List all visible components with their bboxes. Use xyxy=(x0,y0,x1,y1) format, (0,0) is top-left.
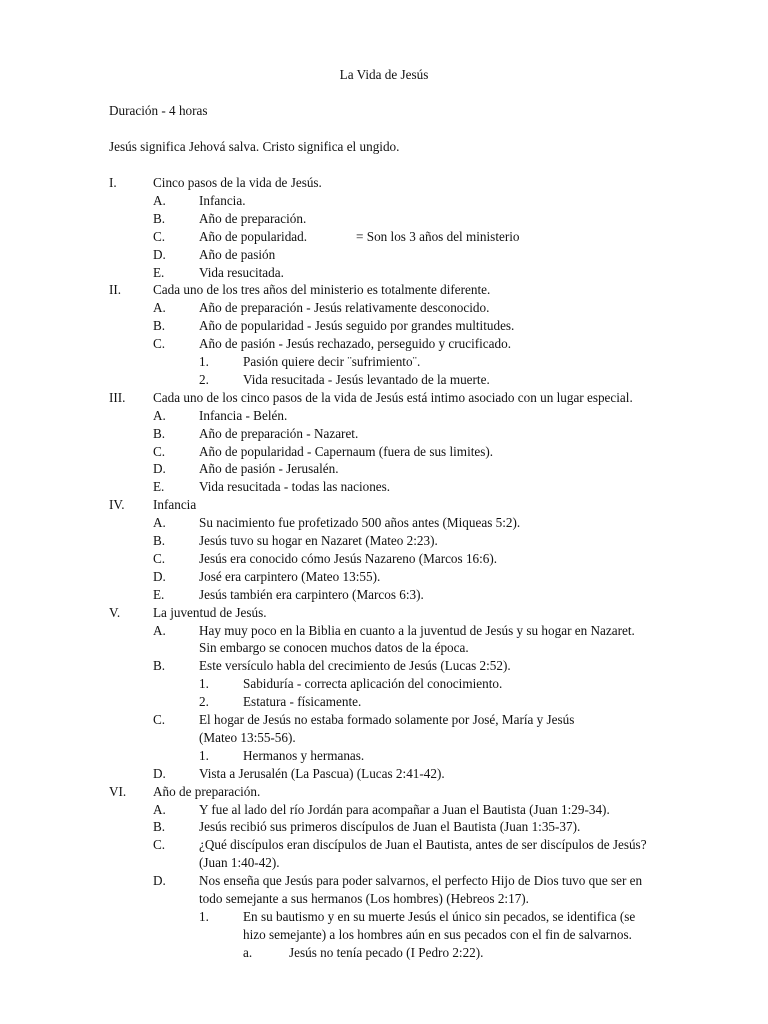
outline-text: Estatura - físicamente. xyxy=(243,694,362,710)
outline-text: Jesús tuvo su hogar en Nazaret (Mateo 2:23). xyxy=(199,533,438,548)
outline-item xyxy=(0,944,768,962)
outline-item xyxy=(0,264,768,282)
outline-text: Hermanos y hermanas. xyxy=(243,747,365,763)
outline-item xyxy=(0,747,768,765)
outline-item xyxy=(0,604,768,622)
outline-text: Año de pasión - Jerusalén. xyxy=(199,461,339,477)
outline-item xyxy=(0,801,768,819)
outline-marker: E. xyxy=(153,264,165,280)
outline-marker: C. xyxy=(153,712,166,727)
outline-text: Sabiduría - correcta aplicación del conocimiento. xyxy=(243,676,503,692)
outline-text: Vida resucitada - Jesús levantado de la muerte. xyxy=(243,371,490,387)
outline-item xyxy=(0,854,768,872)
outline-text: Jesús no tenía pecado (I Pedro 2:22). xyxy=(289,944,484,960)
outline-text: Año de popularidad. xyxy=(199,228,308,244)
outline-item xyxy=(0,890,768,908)
outline-item xyxy=(0,407,768,425)
outline-item xyxy=(0,657,768,675)
outline-item xyxy=(0,192,768,210)
outline-marker: E. xyxy=(153,586,165,602)
outline-marker: 1. xyxy=(199,747,209,763)
outline-text: Jesús era conocido cómo Jesús Nazareno (Marcos 16:6). xyxy=(199,550,498,566)
outline-text: Año de popularidad - Jesús seguido por grandes multitudes. xyxy=(199,318,515,334)
outline-note: = Son los 3 años del ministerio xyxy=(356,228,520,244)
outline-marker: C. xyxy=(153,550,166,566)
outline-marker: 2. xyxy=(199,694,209,710)
outline-marker: B. xyxy=(153,210,166,226)
outline-text: Año de pasión xyxy=(199,246,276,262)
outline-item xyxy=(0,425,768,443)
outline-text: Año de preparación. xyxy=(153,783,261,799)
outline-marker: 1. xyxy=(199,354,209,369)
outline-marker: E. xyxy=(153,479,165,495)
outline-text: José era carpintero (Mateo 13:55). xyxy=(199,568,381,584)
outline-item xyxy=(0,818,768,836)
outline-item xyxy=(0,639,768,657)
outline-text: Cada uno de los cinco pasos de la vida de Jesús está intimo asociado con un lugar especial. xyxy=(153,389,633,405)
outline-item xyxy=(0,622,768,640)
outline-marker: A. xyxy=(153,622,166,638)
outline-marker: B. xyxy=(153,819,166,835)
outline-item xyxy=(0,765,768,783)
outline-marker: C. xyxy=(153,336,166,352)
outline-item xyxy=(0,281,768,299)
outline-marker: a. xyxy=(243,944,253,960)
outline-item xyxy=(0,317,768,335)
outline-text: Vida resucitada - todas las naciones. xyxy=(199,479,391,495)
outline-text: Año de preparación - Nazaret. xyxy=(199,425,359,441)
outline-text: Cinco pasos de la vida de Jesús. xyxy=(153,175,322,190)
outline-item xyxy=(0,693,768,711)
outline-item xyxy=(0,783,768,801)
outline-marker: VI. xyxy=(109,783,127,799)
outline-text: Sin embargo se conocen muchos datos de la época. xyxy=(199,640,469,656)
outline-text: En su bautismo y en su muerte Jesús el único sin pecados, se identifica (se xyxy=(243,908,636,924)
outline-item xyxy=(0,496,768,514)
outline-text: (Mateo 13:55-56). xyxy=(199,729,296,745)
outline-item xyxy=(0,711,768,729)
outline-item xyxy=(0,729,768,747)
outline-marker: 1. xyxy=(199,676,209,692)
outline-item xyxy=(0,568,768,586)
outline-marker: B. xyxy=(153,533,166,548)
outline-item xyxy=(0,514,768,532)
outline-marker: B. xyxy=(153,658,166,674)
outline-item xyxy=(0,246,768,264)
outline-text: La juventud de Jesús. xyxy=(153,604,267,620)
outline-item xyxy=(0,174,768,192)
outline-marker: A. xyxy=(153,515,166,531)
outline-marker: V. xyxy=(109,604,121,620)
outline-text: Este versículo habla del crecimiento de Jesús (Lucas 2:52). xyxy=(199,658,511,674)
outline-item xyxy=(0,532,768,550)
intro-paragraph: Jesús significa Jehová salva. Cristo significa el ungido. xyxy=(109,139,400,154)
outline-item xyxy=(0,210,768,228)
outline-marker: C. xyxy=(153,228,166,244)
outline-text: Hay muy poco en la Biblia en cuanto a la juventud de Jesús y su hogar en Nazaret. xyxy=(199,622,635,638)
outline-marker: A. xyxy=(153,192,166,208)
outline-item xyxy=(0,335,768,353)
outline-marker: 1. xyxy=(199,908,209,924)
outline-text: Pasión quiere decir ¨sufrimiento¨. xyxy=(243,354,421,369)
outline-marker: IV. xyxy=(109,497,125,513)
outline-text: ¿Qué discípulos eran discípulos de Juan el Bautista, antes de ser discípulos de Jesús? xyxy=(199,837,647,853)
outline-marker: III. xyxy=(109,389,126,405)
outline-item xyxy=(0,872,768,890)
outline-text: Jesús también era carpintero (Marcos 6:3). xyxy=(199,586,424,602)
outline-item xyxy=(0,460,768,478)
outline-text: Año de preparación. xyxy=(199,210,307,226)
outline-text: Año de preparación - Jesús relativamente desconocido. xyxy=(199,300,490,316)
outline-text: Jesús recibió sus primeros discípulos de Juan el Bautista (Juan 1:35-37). xyxy=(199,819,581,835)
outline-marker: 2. xyxy=(199,371,209,387)
outline-item xyxy=(0,478,768,496)
outline-text: Año de popularidad - Capernaum (fuera de sus limites). xyxy=(199,443,494,459)
outline-text: todo semejante a sus hermanos (Los hombres) (Hebreos 2:17). xyxy=(199,891,529,906)
outline-text: hizo semejante) a los hombres aún en sus pecados con el fin de salvarnos. xyxy=(243,926,632,942)
outline-text: Y fue al lado del río Jordán para acompañar a Juan el Bautista (Juan 1:29-34). xyxy=(199,801,610,817)
outline-marker: D. xyxy=(153,765,166,781)
outline-marker: A. xyxy=(153,801,166,817)
outline-marker: C. xyxy=(153,443,166,459)
outline-marker: D. xyxy=(153,246,166,262)
outline-marker: II. xyxy=(109,282,122,298)
outline-marker: A. xyxy=(153,300,166,316)
outline-marker: D. xyxy=(153,461,166,477)
document-title: La Vida de Jesús xyxy=(339,67,429,82)
outline-text: Infancia xyxy=(153,497,197,513)
outline-item xyxy=(0,443,768,461)
outline-text: Vista a Jerusalén (La Pascua) (Lucas 2:41-42). xyxy=(199,765,445,781)
outline-item xyxy=(0,586,768,604)
outline-marker: D. xyxy=(153,568,166,584)
outline-item xyxy=(0,908,768,926)
outline-text: Vida resucitada. xyxy=(199,264,284,280)
outline-marker: A. xyxy=(153,407,166,423)
outline-text: Infancia - Belén. xyxy=(199,407,288,423)
outline-item xyxy=(0,353,768,371)
outline-item xyxy=(0,389,768,407)
outline-item xyxy=(0,675,768,693)
outline-item xyxy=(0,550,768,568)
duration-line: Duración - 4 horas xyxy=(109,103,208,118)
outline-text: El hogar de Jesús no estaba formado solamente por José, María y Jesús xyxy=(199,712,575,727)
outline-marker: B. xyxy=(153,425,166,441)
outline-marker: D. xyxy=(153,873,166,889)
outline-item xyxy=(0,299,768,317)
outline-item xyxy=(0,228,768,246)
outline-item xyxy=(0,926,768,944)
outline-marker: C. xyxy=(153,837,166,853)
outline-item xyxy=(0,371,768,389)
outline-marker: B. xyxy=(153,318,166,334)
outline-text: Infancia. xyxy=(199,192,246,208)
outline-item xyxy=(0,836,768,854)
outline-text: (Juan 1:40-42). xyxy=(199,855,280,871)
outline-text: Cada uno de los tres años del ministerio es totalmente diferente. xyxy=(153,282,491,298)
outline-marker: I. xyxy=(109,175,117,190)
outline-text: Año de pasión - Jesús rechazado, perseguido y crucificado. xyxy=(199,336,511,352)
outline-text: Nos enseña que Jesús para poder salvarnos, el perfecto Hijo de Dios tuvo que ser en xyxy=(199,873,643,889)
outline-text: Su nacimiento fue profetizado 500 años antes (Miqueas 5:2). xyxy=(199,515,521,531)
